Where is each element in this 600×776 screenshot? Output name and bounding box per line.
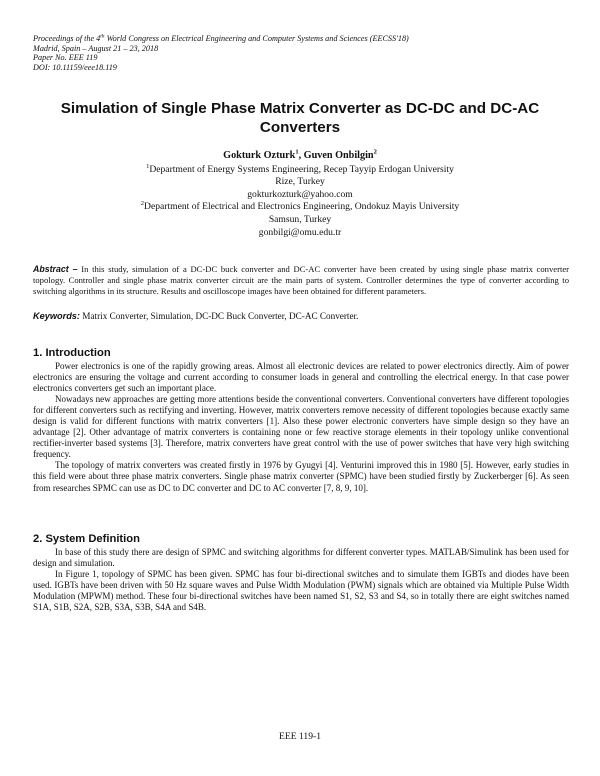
section-body-introduction [33,361,569,494]
affiliation-2-city: Samsun, Turkey [268,213,332,225]
title-line-2: Converters [259,118,341,136]
paragraph: Power electronics is one of the rapidly growing areas. Almost all electronic devices are related to power electronics directly. Aim of power electronics are ensuring the voltage and current according to consumer loads in general and controlling the electrical energy. In that case power electronics converters get such an important place. [33,361,569,394]
section-body-system-definition [33,547,569,613]
affiliation-2: $^2$Department of Electrical and Electronics Engineering, Ondokuz Mayis University [140,200,460,213]
affiliation-1: $^1$Department of Energy Systems Engineering, Recep Tayyip Erdogan University [146,162,454,175]
section-heading-introduction: 1. Introduction [33,347,111,359]
paragraph: In Figure 1, topology of SPMC has been given. SPMC has four bi-directional switches and to simulate them IGBTs and diodes have been used. IGBTs have been driven with 50 Hz square waves and Pulse Width Modulation (PWM) signals which are obtained via Multiple Pulse Width Modulation (MPWM) method. These four bi-directional switches have been named S1, S2, S3 and S4, so in totally there are eight switches named S1A, S1B, S2A, S2B, S3A, S3B, S4A and S4B. [33,569,569,613]
affiliation-1-city: Rize, Turkey [275,176,325,188]
keywords-text: Matrix Converter, Simulation, DC-DC Buck Converter, DC-AC Converter. [79,311,359,321]
section-heading-system-definition: 2. System Definition [33,533,140,545]
page-footer: EEE 119-1 [278,731,321,742]
author-2: Guven Onbilgin [303,150,374,161]
keywords [33,311,569,322]
paper-number: Paper No. EEE 119 [33,53,98,63]
paragraph: The topology of matrix converters was created firstly in 1976 by Gyugyi [4]. Venturini improved this in 1980 [5]. However, early studies in this field were about three phase matrix converters. Single phase matrix converter (SPMC) have been studied firstly by Zuckerberger [6]. As seen from researches SPMC can use as DC to DC converter and DC to AC converter [7, 8, 9, 10]. [33,460,569,493]
doi: DOI: 10.11159/eee18.119 [33,62,117,72]
author-block [60,150,540,239]
keywords-label: Keywords: [33,311,80,321]
affiliation-1-email: gokturkozturk@yahoo.com [247,188,353,200]
conference-location: Madrid, Spain – August 21 – 23, 2018 [33,43,159,53]
paragraph: In base of this study there are design of SPMC and switching algorithms for different converter types. MATLAB/Simulink has been used for design and simulation. [33,547,569,569]
proceedings-header [33,34,573,72]
author-names: Gokturk Ozturk$^1$, Guven Onbilgin$^2$ [223,148,377,161]
abstract-text: In this study, simulation of a DC-DC buck converter and DC-AC converter have been created by using single phase matrix converter topology. Controller and single phase matrix converter circuit are the main parts of system. Controller determines the type of converter according to switching algorithms in its structure. Results and oscilloscope images have been obtained for different parameters. [33,264,570,296]
affiliation-2-email: gonbilgi@omu.edu.tr [258,226,342,238]
paragraph: Nowadays new approaches are getting more attentions beside the conventional converters. Conventional converters have different topologies for different converters such as rectifying and inverting. However, matrix converters remove necessity of different topologies because exactly same design is valid for different functions with matrix converters [1]. Also these power electronic converters have simple design so they have an advantage [2]. Other advantage of matrix converters is containing none or few reactive storage elements in their topology unlike conventional rectifier-inverter based systems [3]. Therefore, matrix converters have great control with the use of power switches that have very high switching frequency. [33,394,569,460]
title-line-1: Simulation of Single Phase Matrix Converter as DC-DC and DC-AC [60,100,540,117]
author-1: Gokturk Ozturk [223,150,296,161]
abstract [33,264,569,297]
paper-title [40,100,560,137]
proceedings-line: Proceedings of the 4th World Congress on Electrical Engineering and Computer Systems and Sciences (EECSS'18) [33,33,409,43]
abstract-label: Abstract – [33,264,78,274]
